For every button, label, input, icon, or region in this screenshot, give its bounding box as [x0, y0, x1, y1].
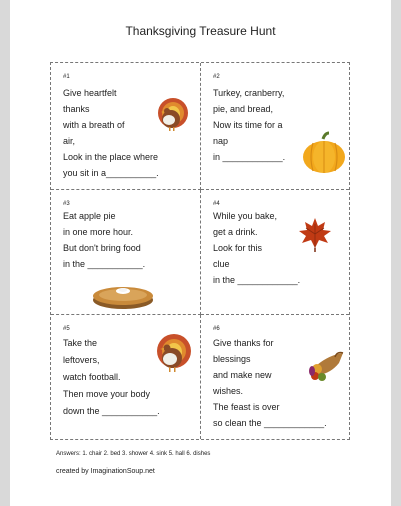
clue-line: The feast is over	[213, 402, 280, 412]
clue-card-5	[51, 315, 201, 439]
clue-line: leftovers,	[63, 355, 100, 365]
clue-line: in one more hour.	[63, 227, 134, 237]
clue-line: you sit in a__________.	[63, 168, 159, 178]
clue-line: in ____________.	[213, 152, 286, 162]
card-number: #3	[63, 201, 70, 207]
clue-line: wishes.	[213, 386, 244, 396]
credit-line: created by ImaginationSoup.net	[56, 468, 155, 475]
clue-line: clue	[213, 259, 230, 269]
clue-line: While you bake,	[213, 211, 278, 221]
card-number: #1	[63, 74, 70, 80]
clue-line: Look in the place where	[63, 152, 159, 162]
clue-line: watch football.	[63, 372, 121, 382]
clue-card-1	[51, 63, 201, 190]
clue-line: Give thanks for	[213, 338, 274, 348]
answer-key: Answers: 1. chair 2. bed 3. shower 4. sink 5. hall 6. dishes	[56, 451, 211, 457]
clue-line: down the ___________.	[63, 406, 160, 416]
clue-line: Take the	[63, 338, 98, 348]
turkey-icon	[155, 333, 193, 373]
clue-line: and make new	[213, 370, 272, 380]
clue-line: Turkey, cranberry,	[213, 88, 285, 98]
clue-line: nap	[213, 136, 229, 146]
clue-line: blessings	[213, 354, 251, 364]
card-number: #2	[213, 74, 220, 80]
card-number: #4	[213, 201, 220, 207]
clue-line: air,	[63, 136, 76, 146]
leaf-icon	[297, 216, 333, 252]
pie-icon	[91, 282, 155, 312]
clue-line: so clean the ____________.	[213, 418, 327, 428]
clue-line: in the ___________.	[63, 259, 146, 269]
clue-card-4	[201, 190, 349, 315]
clue-card-2	[201, 63, 349, 190]
card-number: #6	[213, 326, 220, 332]
clue-line: with a breath of	[63, 120, 125, 130]
clue-line: Eat apple pie	[63, 211, 116, 221]
clue-line: Give heartfelt	[63, 88, 117, 98]
clue-line: Then move your body	[63, 389, 151, 399]
clue-line: But don't bring food	[63, 243, 141, 253]
clue-card-6	[201, 315, 349, 439]
clue-line: pie, and bread,	[213, 104, 274, 114]
clue-line: Now its time for a	[213, 120, 283, 130]
page-title: Thanksgiving Treasure Hunt	[125, 24, 276, 38]
clue-card-3	[51, 190, 201, 315]
clue-card-grid	[50, 62, 350, 440]
pumpkin-icon	[301, 131, 347, 175]
turkey-icon	[156, 97, 190, 133]
worksheet-page	[10, 0, 391, 506]
clue-line: get a drink.	[213, 227, 258, 237]
card-number: #5	[63, 326, 70, 332]
clue-line: in the ____________.	[213, 275, 301, 285]
cornucopia-icon	[309, 349, 345, 383]
clue-line: thanks	[63, 104, 90, 114]
clue-line: Look for this	[213, 243, 263, 253]
